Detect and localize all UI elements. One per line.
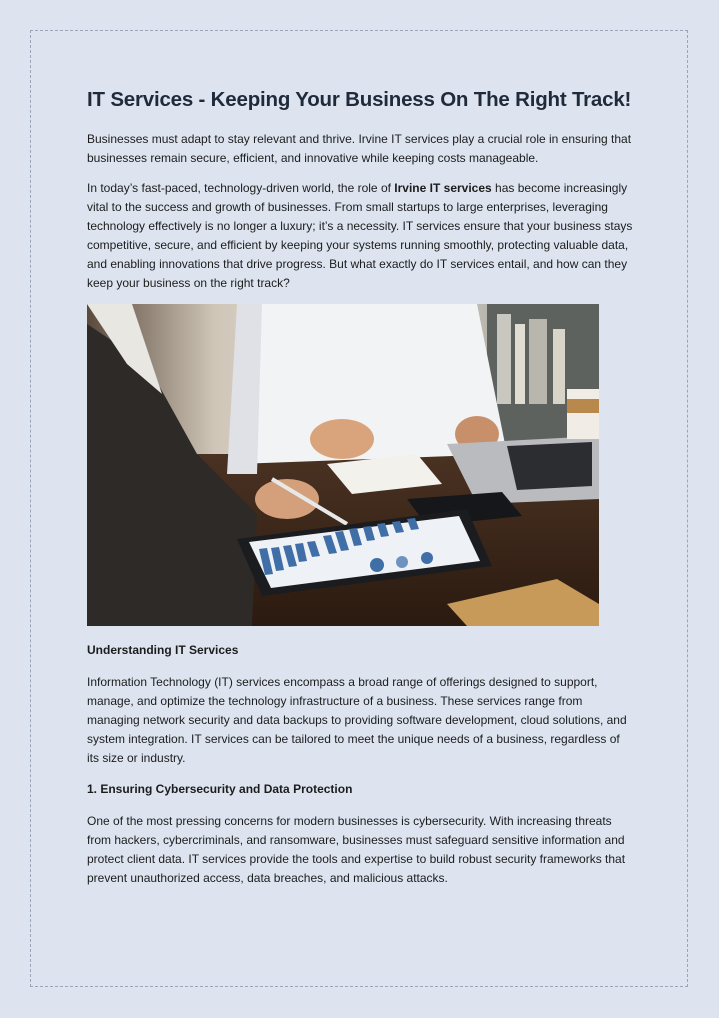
section-paragraph-cybersecurity: One of the most pressing concerns for modern businesses is cybersecurity. With increasing threats from hackers, cybercriminals, and ransomware, businesses must safeguard sensitive information and protect client data. IT services provide the tools and expertise to build robust security frameworks that prevent unauthorized access, data breaches, and malicious attacks. bbox=[87, 814, 626, 885]
page-title: IT Services - Keeping Your Business On The Right Track! bbox=[87, 88, 632, 111]
section-heading-understanding: Understanding IT Services bbox=[87, 643, 239, 657]
document-content bbox=[87, 88, 635, 900]
section-heading-cybersecurity: 1. Ensuring Cybersecurity and Data Protection bbox=[87, 782, 353, 796]
context-text-before: In today’s fast-paced, technology-driven world, the role of bbox=[87, 181, 395, 195]
context-text-after: has become increasingly vital to the success and growth of businesses. From small startups to large enterprises, leveraging technology effectively is no longer a luxury; it’s a necessity. IT services ensure that your business stays competitive, secure, and efficient by keeping your systems running smoothly, protecting valuable data, and enabling innovations that drive progress. But what exactly do IT services entail, and how can they keep your business on the right track? bbox=[87, 181, 633, 290]
intro-paragraph: Businesses must adapt to stay relevant and thrive. Irvine IT services play a crucial role in ensuring that businesses remain secure, efficient, and innovative while keeping costs manageable. bbox=[87, 132, 632, 165]
irvine-it-services-link[interactable]: Irvine IT services bbox=[394, 181, 492, 195]
context-paragraph bbox=[87, 179, 635, 293]
section-paragraph-understanding: Information Technology (IT) services encompass a broad range of offerings designed to support, manage, and optimize the technology infrastructure of a business. These services range from managing network security and data backups to providing software development, cloud solutions, and system integration. IT services can be tailored to meet the unique needs of a business, regardless of its size or industry. bbox=[87, 675, 627, 765]
office-meeting-photo bbox=[87, 304, 599, 626]
